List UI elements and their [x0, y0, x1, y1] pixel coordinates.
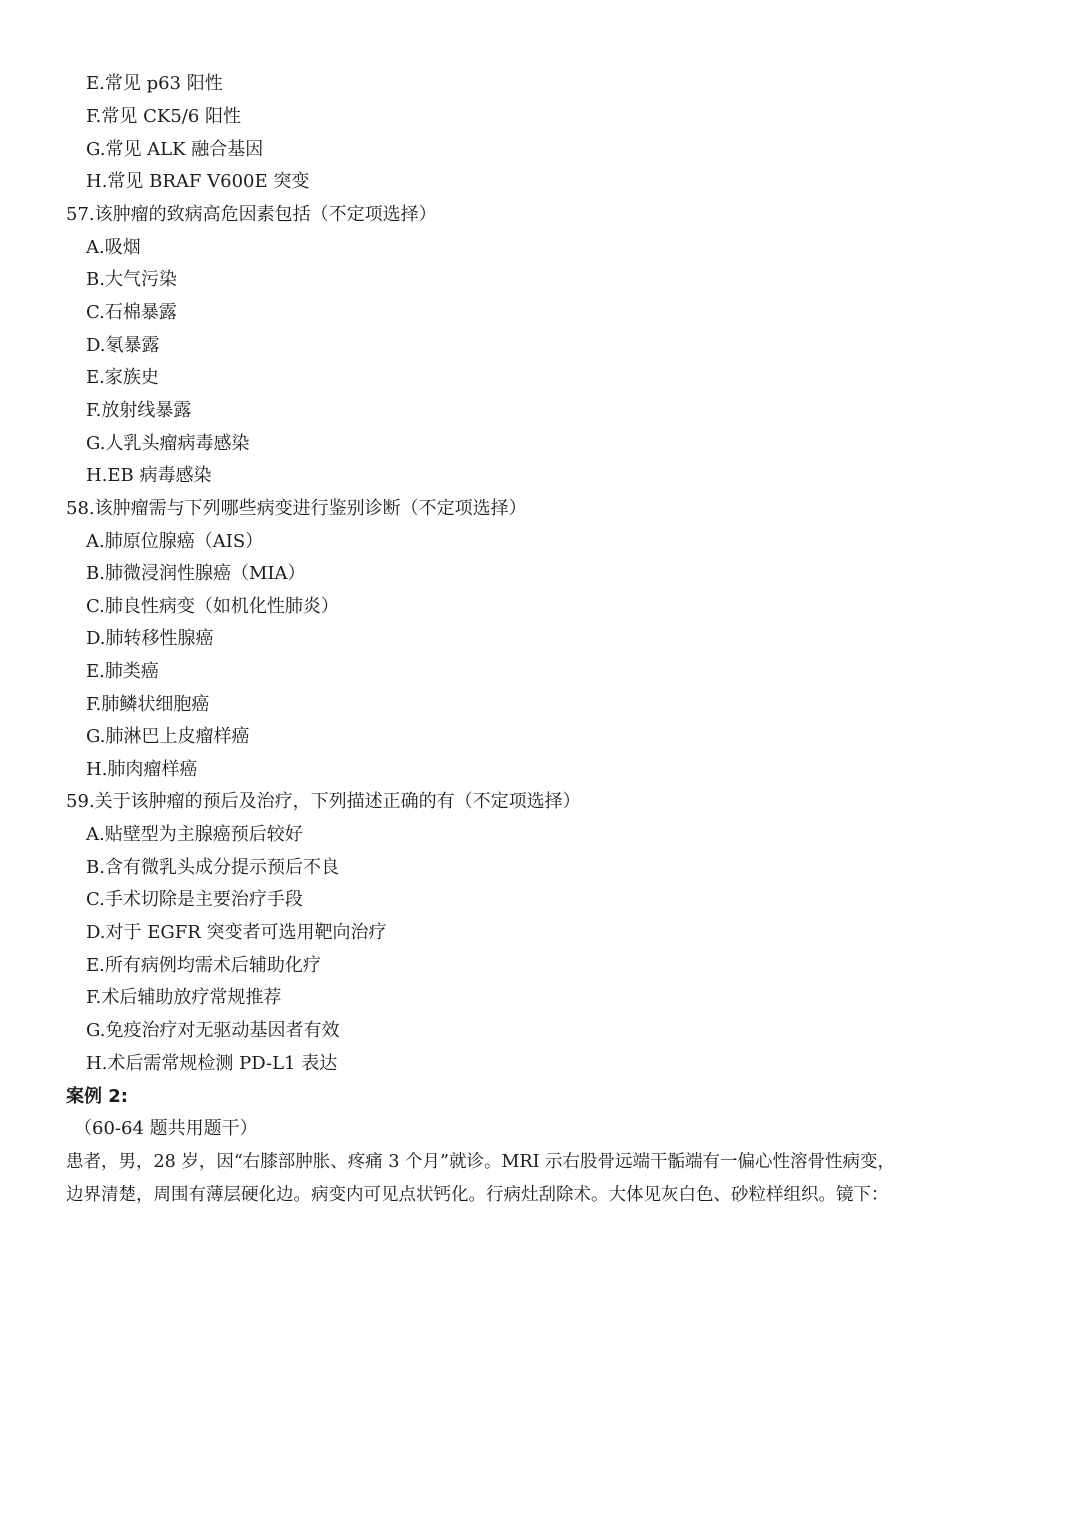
- q59-option-b: B.含有微乳头成分提示预后不良: [86, 857, 339, 878]
- q57-option-a: A.吸烟: [86, 237, 141, 258]
- q56-option-h: H.常见 BRAF V600E 突变: [86, 171, 310, 192]
- q57-option-g: G.人乳头瘤病毒感染: [86, 433, 250, 454]
- q58-option-g: G.肺淋巴上皮瘤样癌: [86, 726, 250, 747]
- q57-option-h: H.EB 病毒感染: [86, 465, 212, 486]
- q57-option-c: C.石棉暴露: [86, 302, 177, 323]
- q58-option-a: A.肺原位腺癌（AIS）: [86, 531, 264, 552]
- q59-option-c: C.手术切除是主要治疗手段: [86, 889, 303, 910]
- q57-option-e: E.家族史: [86, 367, 159, 388]
- case2-paragraph-line-1: 患者，男，28 岁，因“右膝部肿胀、疼痛 3 个月”就诊。MRI 示右股骨远端干骺端有一偏心性溶骨性病变，: [66, 1152, 896, 1172]
- q57-option-f: F.放射线暴露: [86, 400, 192, 421]
- q58-option-h: H.肺肉瘤样癌: [86, 759, 198, 780]
- q59-option-g: G.免疫治疗对无驱动基因者有效: [86, 1020, 340, 1041]
- q59-option-d: D.对于 EGFR 突变者可选用靶向治疗: [86, 922, 387, 943]
- case2-paragraph-line-2: 边界清楚，周围有薄层硬化边。病变内可见点状钙化。行病灶刮除术。大体见灰白色、砂粒样组织。镜下：: [66, 1185, 889, 1205]
- q59-option-h: H.术后需常规检测 PD-L1 表达: [86, 1053, 338, 1074]
- q57-stem: 57.该肿瘤的致病高危因素包括（不定项选择）: [66, 204, 437, 225]
- case2-title: 案例 2:: [66, 1086, 128, 1107]
- q58-option-b: B.肺微浸润性腺癌（MIA）: [86, 563, 306, 584]
- q58-option-d: D.肺转移性腺癌: [86, 628, 214, 649]
- q58-option-f: F.肺鳞状细胞癌: [86, 694, 210, 715]
- q57-option-d: D.氡暴露: [86, 335, 160, 356]
- q58-option-e: E.肺类癌: [86, 661, 159, 682]
- q58-stem: 58.该肿瘤需与下列哪些病变进行鉴别诊断（不定项选择）: [66, 498, 527, 519]
- q56-option-e: E.常见 p63 阳性: [86, 73, 223, 94]
- case2-subtitle: （60-64 题共用题干）: [74, 1118, 258, 1139]
- q58-option-c: C.肺良性病变（如机化性肺炎）: [86, 596, 339, 617]
- q56-option-f: F.常见 CK5/6 阳性: [86, 106, 242, 127]
- q59-option-a: A.贴壁型为主腺癌预后较好: [86, 824, 303, 845]
- q59-stem: 59.关于该肿瘤的预后及治疗，下列描述正确的有（不定项选择）: [66, 791, 581, 812]
- q59-option-f: F.术后辅助放疗常规推荐: [86, 987, 282, 1008]
- q57-option-b: B.大气污染: [86, 269, 177, 290]
- q56-option-g: G.常见 ALK 融合基因: [86, 139, 264, 160]
- q59-option-e: E.所有病例均需术后辅助化疗: [86, 955, 321, 976]
